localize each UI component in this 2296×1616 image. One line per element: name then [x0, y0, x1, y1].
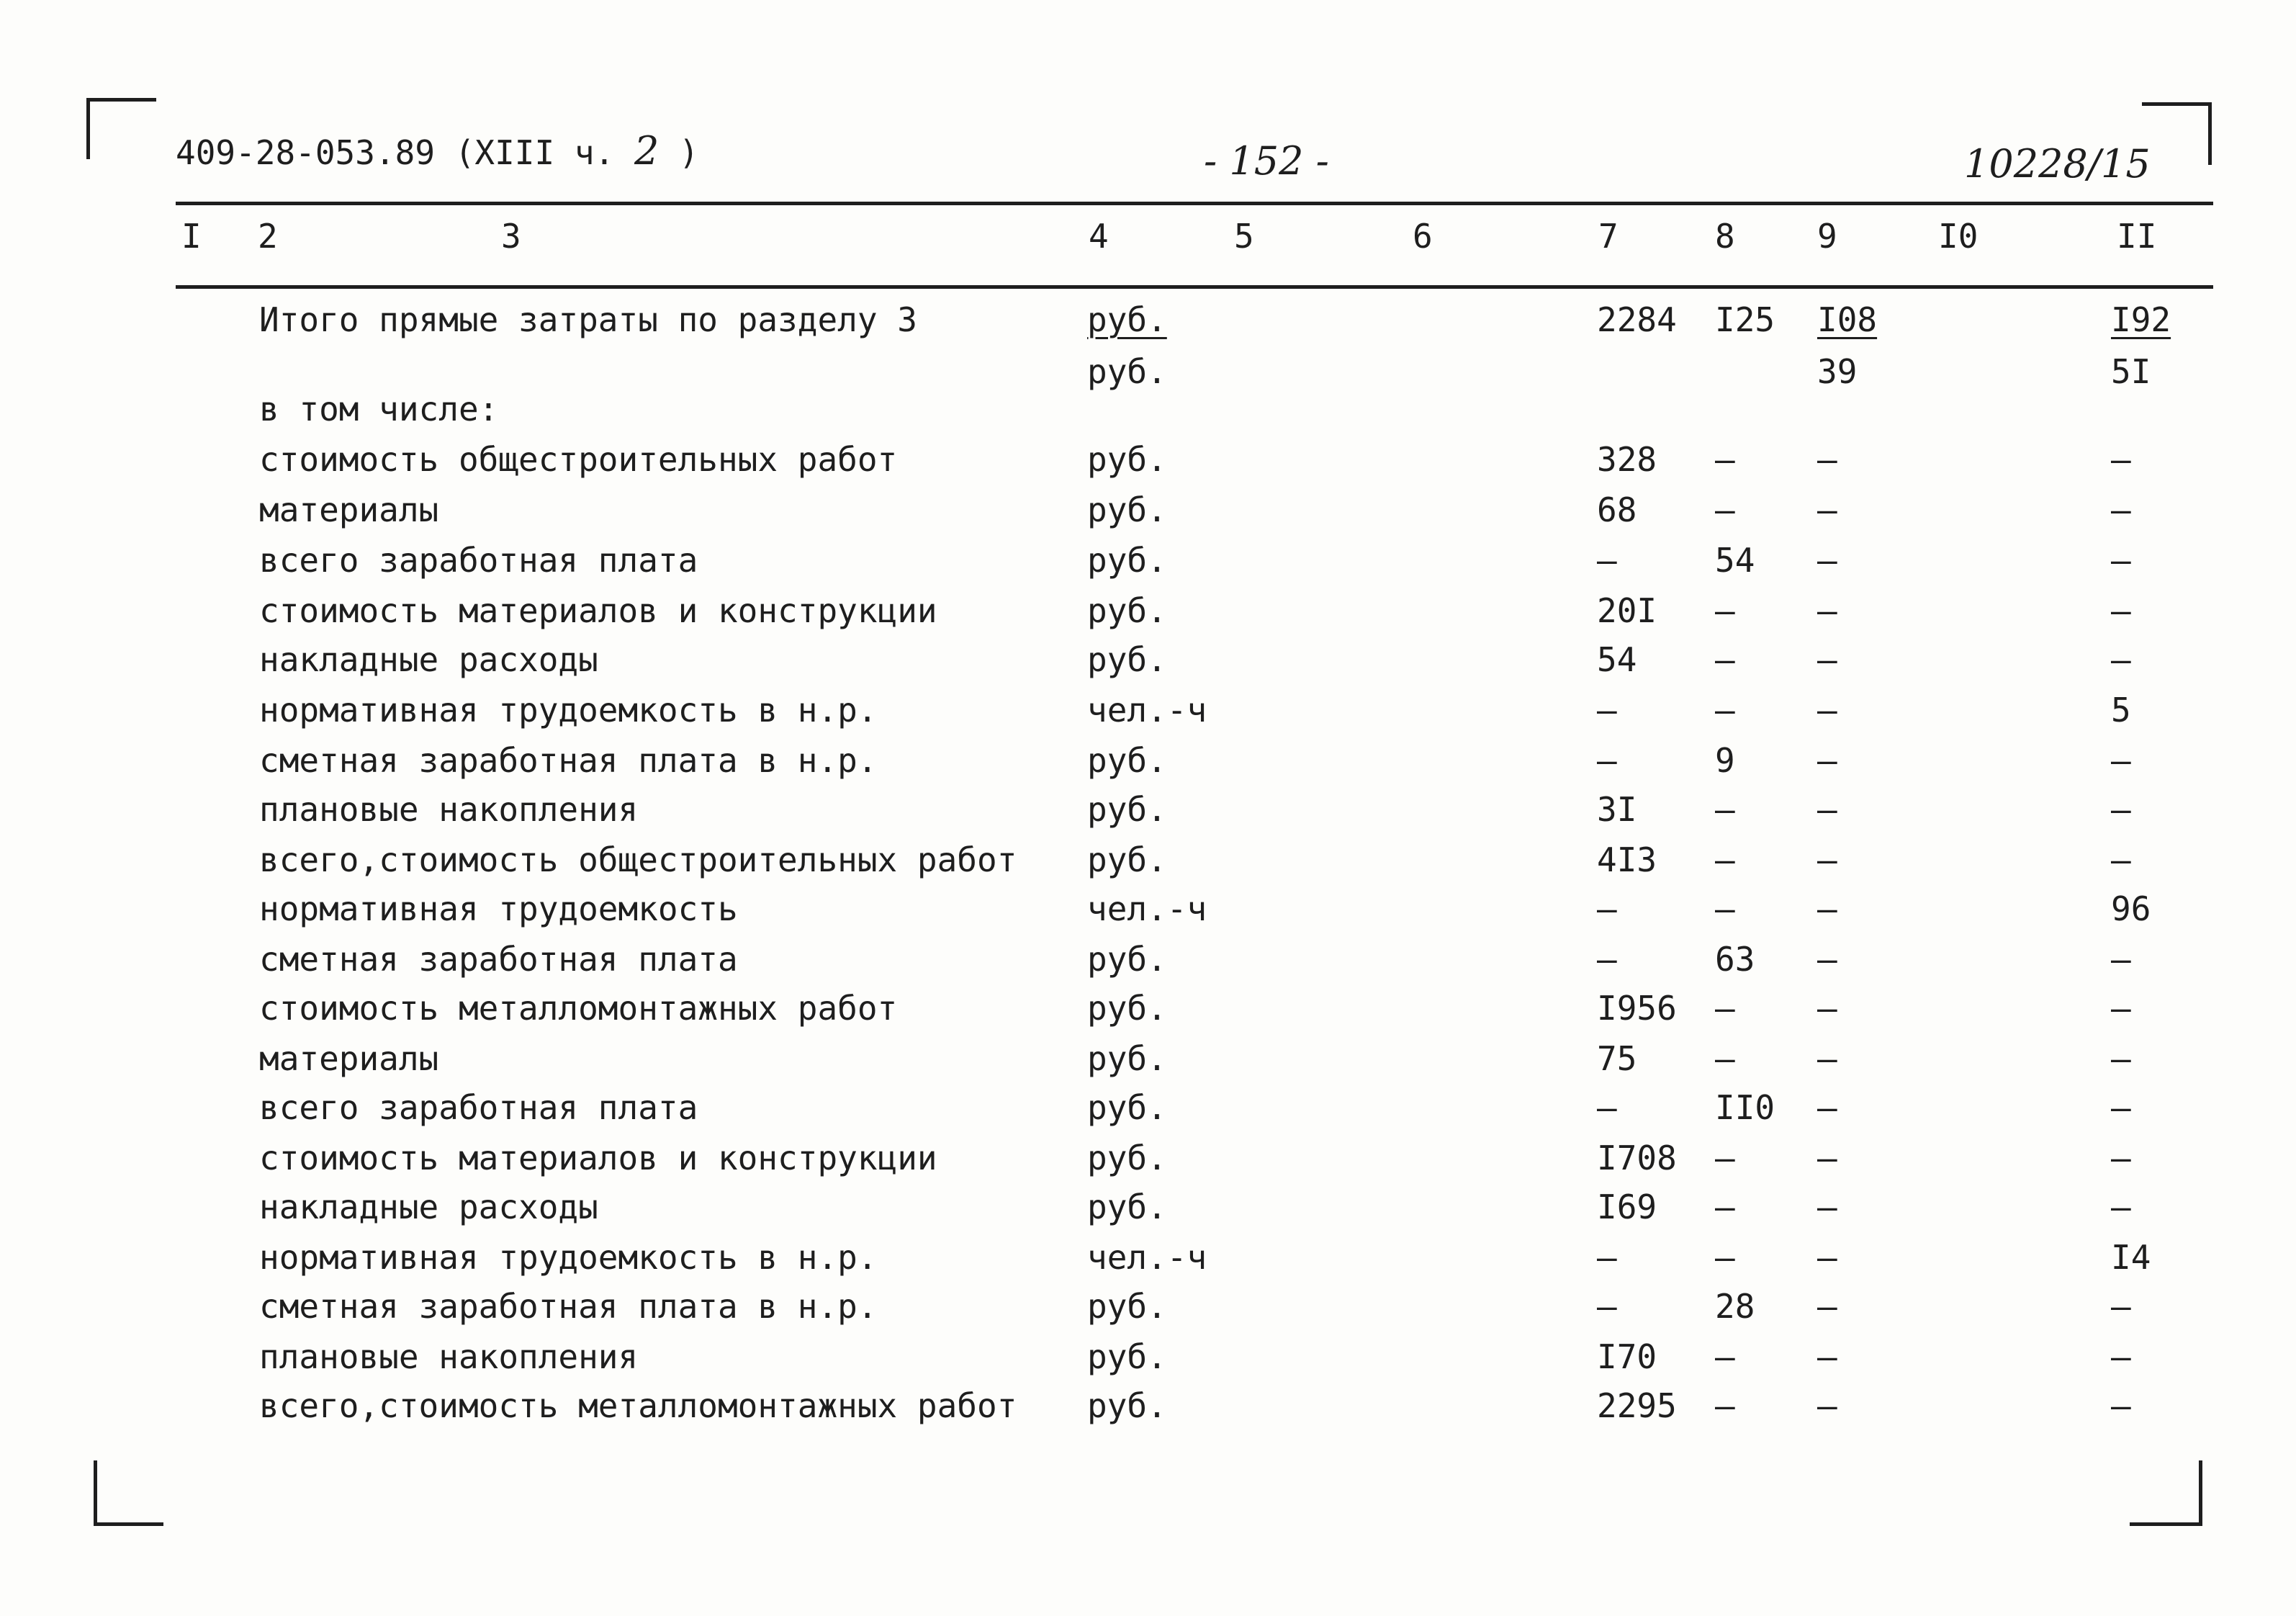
row-unit: руб. — [1087, 1188, 1167, 1226]
row-col8: – — [1715, 840, 1735, 879]
row-unit: руб. — [1087, 1088, 1167, 1127]
row-col8: – — [1715, 1139, 1735, 1177]
row-name: накладные расходы — [259, 1188, 598, 1226]
row-col11: – — [2111, 940, 2131, 979]
row-name: всего заработная плата — [259, 541, 698, 580]
table-row — [0, 788, 2296, 838]
row-col8: – — [1715, 889, 1735, 928]
row-col9: – — [1817, 1337, 1837, 1376]
row-col9: – — [1817, 1238, 1837, 1277]
row-unit: руб. — [1087, 541, 1167, 580]
column-number: 5 — [1234, 217, 1254, 256]
row-name: Итого прямые затраты по разделу 3 — [259, 300, 917, 339]
row-name: материалы — [259, 1039, 439, 1078]
row-name: сметная заработная плата — [259, 940, 738, 979]
row-unit: руб. — [1087, 352, 1167, 391]
row-col7: – — [1597, 741, 1617, 780]
row-col9: – — [1817, 1188, 1837, 1226]
row-col11: – — [2111, 1337, 2131, 1376]
table-row — [0, 987, 2296, 1037]
row-col7: I70 — [1597, 1337, 1657, 1376]
table-row — [0, 438, 2296, 488]
row-col8: 9 — [1715, 741, 1735, 780]
row-col11: I4 — [2111, 1238, 2151, 1277]
row-name: накладные расходы — [259, 640, 598, 679]
corner-mark-bottom-right — [2130, 1460, 2202, 1526]
row-unit: руб. — [1087, 490, 1167, 529]
row-unit: чел.-ч — [1087, 691, 1207, 730]
table-row — [0, 739, 2296, 789]
row-col7: I708 — [1597, 1139, 1677, 1177]
row-col11: I92 — [2111, 300, 2171, 339]
row-col8: – — [1715, 1238, 1735, 1277]
row-col8: – — [1715, 1188, 1735, 1226]
row-col11: – — [2111, 741, 2131, 780]
table-row — [0, 1037, 2296, 1087]
row-name: сметная заработная плата в н.р. — [259, 741, 878, 780]
row-col11: – — [2111, 840, 2131, 879]
column-number: 9 — [1817, 217, 1837, 256]
column-number: I0 — [1938, 217, 1978, 256]
row-name: всего,стоимость общестроительных работ — [259, 840, 1017, 879]
row-name: стоимость материалов и конструкции — [259, 1139, 937, 1177]
row-unit: руб. — [1087, 440, 1167, 479]
table-row — [0, 838, 2296, 889]
row-col7: 54 — [1597, 640, 1637, 679]
table-row — [0, 887, 2296, 938]
row-col7: 2284 — [1597, 300, 1677, 339]
row-col9: – — [1817, 541, 1837, 580]
row-col9: – — [1817, 889, 1837, 928]
row-col11: 96 — [2111, 889, 2151, 928]
row-col7: – — [1597, 1238, 1617, 1277]
row-col9: – — [1817, 1287, 1837, 1326]
row-col11: – — [2111, 640, 2131, 679]
row-col11: 5 — [2111, 691, 2131, 730]
page-number: - 152 - — [1204, 138, 1329, 184]
row-unit: руб. — [1087, 1039, 1167, 1078]
table-row — [0, 387, 2296, 438]
row-unit: руб. — [1087, 989, 1167, 1028]
row-col11: – — [2111, 541, 2131, 580]
row-col8: 63 — [1715, 940, 1755, 979]
row-unit: чел.-ч — [1087, 889, 1207, 928]
row-col7: – — [1597, 940, 1617, 979]
row-col9: I08 — [1817, 300, 1878, 339]
row-col9: – — [1817, 989, 1837, 1028]
row-name: в том числе: — [259, 390, 499, 428]
row-name: стоимость материалов и конструкции — [259, 591, 937, 630]
row-col8: – — [1715, 1039, 1735, 1078]
row-col11: – — [2111, 1188, 2131, 1226]
row-col8: – — [1715, 490, 1735, 529]
row-col11: – — [2111, 1139, 2131, 1177]
row-col8: – — [1715, 989, 1735, 1028]
table-row — [0, 1335, 2296, 1386]
row-col7: I69 — [1597, 1188, 1657, 1226]
row-name: всего заработная плата — [259, 1088, 698, 1127]
row-col11: – — [2111, 1039, 2131, 1078]
row-col11: – — [2111, 490, 2131, 529]
table-row — [0, 1236, 2296, 1286]
column-number: 2 — [258, 217, 278, 256]
row-col9: – — [1817, 691, 1837, 730]
row-col8: 54 — [1715, 541, 1755, 580]
row-unit: руб. — [1087, 300, 1167, 339]
row-col7: 68 — [1597, 490, 1637, 529]
row-unit: руб. — [1087, 1139, 1167, 1177]
header-rule-bottom — [176, 285, 2213, 289]
document-code-text: 409-28-053.89 (XIII ч. — [176, 133, 634, 172]
row-col7: 4I3 — [1597, 840, 1657, 879]
table-row — [0, 488, 2296, 539]
row-col7: – — [1597, 889, 1617, 928]
row-col8: – — [1715, 790, 1735, 829]
row-unit: руб. — [1087, 591, 1167, 630]
row-col7: 2295 — [1597, 1386, 1677, 1425]
row-unit: чел.-ч — [1087, 1238, 1207, 1277]
table-row — [0, 938, 2296, 988]
row-col8: – — [1715, 440, 1735, 479]
row-col9: – — [1817, 741, 1837, 780]
row-col9: – — [1817, 940, 1837, 979]
table-row — [0, 1136, 2296, 1187]
row-col9: – — [1817, 640, 1837, 679]
row-col9: – — [1817, 490, 1837, 529]
row-col7: – — [1597, 691, 1617, 730]
row-col9: – — [1817, 840, 1837, 879]
row-col11: – — [2111, 989, 2131, 1028]
sheet-number: 10228/15 — [1964, 141, 2151, 187]
column-number: II — [2117, 217, 2157, 256]
row-col9: – — [1817, 440, 1837, 479]
table-row — [0, 638, 2296, 688]
row-name: всего,стоимость металломонтажных работ — [259, 1386, 1017, 1425]
row-unit: руб. — [1087, 940, 1167, 979]
row-unit: руб. — [1087, 741, 1167, 780]
row-col7: 75 — [1597, 1039, 1637, 1078]
row-col11: – — [2111, 790, 2131, 829]
column-number: 3 — [501, 217, 521, 256]
row-col8: – — [1715, 1337, 1735, 1376]
row-col7: I956 — [1597, 989, 1677, 1028]
row-col11: – — [2111, 1287, 2131, 1326]
row-unit: руб. — [1087, 1287, 1167, 1326]
row-col9: – — [1817, 1386, 1837, 1425]
row-col9: – — [1817, 591, 1837, 630]
row-name: материалы — [259, 490, 439, 529]
row-col7: – — [1597, 1088, 1617, 1127]
table-row — [0, 539, 2296, 589]
table-row — [0, 1086, 2296, 1136]
document-code — [176, 128, 699, 174]
column-number: 6 — [1413, 217, 1433, 256]
row-col7: 20I — [1597, 591, 1657, 630]
row-col11: – — [2111, 440, 2131, 479]
corner-mark-bottom-left — [94, 1460, 163, 1526]
table-row — [0, 688, 2296, 739]
column-number: 4 — [1089, 217, 1109, 256]
row-unit: руб. — [1087, 1386, 1167, 1425]
row-col9: 39 — [1817, 352, 1858, 391]
row-unit: руб. — [1087, 640, 1167, 679]
column-number: I — [181, 217, 202, 256]
row-col7: – — [1597, 1287, 1617, 1326]
row-col9: – — [1817, 1039, 1837, 1078]
corner-mark-top-right — [2142, 102, 2212, 165]
column-number: 8 — [1715, 217, 1735, 256]
row-unit: руб. — [1087, 840, 1167, 879]
row-col8: – — [1715, 691, 1735, 730]
row-col9: – — [1817, 790, 1837, 829]
row-name: нормативная трудоемкость в н.р. — [259, 1238, 878, 1277]
row-col7: 3I — [1597, 790, 1637, 829]
column-number-row — [0, 215, 2296, 265]
row-col8: II0 — [1715, 1088, 1775, 1127]
row-col9: – — [1817, 1088, 1837, 1127]
row-col7: – — [1597, 541, 1617, 580]
corner-mark-top-left — [86, 98, 156, 159]
row-name: нормативная трудоемкость — [259, 889, 738, 928]
table-row — [0, 1384, 2296, 1435]
column-number: 7 — [1598, 217, 1619, 256]
row-unit: руб. — [1087, 1337, 1167, 1376]
document-part-handwritten: 2 — [634, 128, 659, 174]
row-col8: – — [1715, 1386, 1735, 1425]
row-name: нормативная трудоемкость в н.р. — [259, 691, 878, 730]
row-name: плановые накопления — [259, 790, 639, 829]
table-row — [0, 298, 2296, 349]
table-row — [0, 589, 2296, 639]
row-col8: – — [1715, 640, 1735, 679]
table-row — [0, 1285, 2296, 1335]
header-rule-top — [176, 202, 2213, 205]
row-name: плановые накопления — [259, 1337, 639, 1376]
row-col8: 28 — [1715, 1287, 1755, 1326]
row-name: стоимость металломонтажных работ — [259, 989, 898, 1028]
row-col9: – — [1817, 1139, 1837, 1177]
document-code-end: ) — [659, 133, 699, 172]
row-col11: 5I — [2111, 352, 2151, 391]
row-col11: – — [2111, 1088, 2131, 1127]
row-col8: – — [1715, 591, 1735, 630]
row-col11: – — [2111, 591, 2131, 630]
row-col8: I25 — [1715, 300, 1775, 339]
row-name: стоимость общестроительных работ — [259, 440, 898, 479]
row-unit: руб. — [1087, 790, 1167, 829]
row-col7: 328 — [1597, 440, 1657, 479]
row-name: сметная заработная плата в н.р. — [259, 1287, 878, 1326]
row-col11: – — [2111, 1386, 2131, 1425]
table-row — [0, 1185, 2296, 1236]
